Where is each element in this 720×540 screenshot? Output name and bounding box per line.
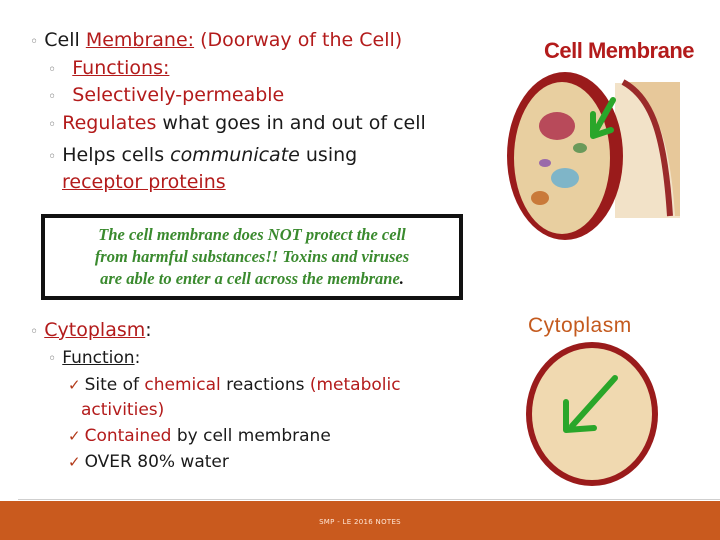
cell-membrane-illustration — [505, 68, 680, 240]
helps-rest: using — [299, 144, 358, 166]
checkmark-bullet-icon: ✓ — [68, 427, 81, 445]
selectively-permeable-text: Selectively-permeable — [72, 84, 285, 106]
membrane-title-key: Membrane: — [85, 29, 195, 51]
cell-inner — [514, 82, 610, 234]
warning-text — [52, 224, 452, 290]
regulates-rest: what goes in and out of cell — [156, 112, 426, 134]
warning-line-3-end: . — [399, 269, 404, 288]
cytoplasm-item-3 — [68, 450, 229, 474]
regulates-line — [48, 111, 426, 137]
checkmark-bullet-icon: ✓ — [68, 376, 81, 394]
bullet: ◦ — [30, 34, 39, 50]
organelle — [573, 143, 587, 153]
item-1-mid: reactions — [220, 375, 310, 395]
helps-line — [48, 143, 357, 169]
cytoplasm-function-colon: : — [134, 348, 141, 368]
bullet: ◦ — [48, 62, 57, 78]
cytoplasm-image-label: Cytoplasm — [528, 314, 632, 337]
cytoplasm-title: Cytoplasm — [44, 319, 146, 341]
checkmark-bullet-icon: ✓ — [68, 453, 81, 471]
cell-membrane-image-label: Cell Membrane — [544, 38, 694, 63]
functions-label: Functions: — [72, 57, 170, 79]
cytoplasm-title-line — [30, 318, 152, 344]
cytoplasm-colon: : — [145, 319, 152, 341]
membrane-title-prefix: Cell — [44, 29, 86, 51]
item-1-prefix: Site of — [84, 375, 145, 395]
helps-prefix: Helps cells — [62, 144, 171, 166]
cytoplasm-function-label: Function — [62, 348, 135, 368]
bullet: ◦ — [48, 351, 57, 367]
organelle — [551, 168, 579, 188]
cytoplasm-item-1-continued: activities) — [81, 400, 165, 420]
cytoplasm-fill — [532, 348, 652, 480]
receptor-proteins-text: receptor proteins — [62, 171, 226, 193]
warning-line-1: The cell membrane does NOT protect the cell — [98, 225, 406, 244]
cytoplasm-function-line — [48, 346, 140, 371]
cytoplasm-item-1 — [68, 373, 401, 397]
item-2-rest: by cell membrane — [171, 426, 331, 446]
warning-line-3-text: are able to enter a cell across the membrane — [100, 269, 400, 288]
warning-line-3 — [52, 268, 452, 290]
organelle — [539, 159, 551, 167]
item-2-key: Contained — [84, 426, 172, 446]
item-1-key: chemical — [144, 375, 221, 395]
item-3-text: OVER 80% water — [84, 452, 229, 472]
footer-divider — [18, 499, 720, 500]
membrane-title-rest: (Doorway of the Cell) — [194, 29, 403, 51]
organelle — [531, 191, 549, 205]
bullet: ◦ — [48, 117, 57, 133]
regulates-key: Regulates — [62, 112, 157, 134]
nucleus — [539, 112, 575, 140]
cytoplasm-illustration — [520, 340, 670, 490]
bullet: ◦ — [48, 89, 57, 105]
bullet: ◦ — [48, 149, 57, 165]
footer-text: SMP - LE 2016 NOTES — [319, 518, 401, 526]
warning-line-2: from harmful substances!! Toxins and viruses — [94, 247, 410, 266]
cytoplasm-item-2 — [68, 424, 331, 448]
item-1-key2: (metabolic — [309, 375, 401, 395]
functions-line — [48, 56, 169, 82]
helps-key: communicate — [170, 144, 300, 166]
bullet: ◦ — [30, 324, 39, 340]
warning-box — [41, 214, 463, 300]
membrane-title-line — [30, 28, 402, 54]
selectively-line — [48, 83, 284, 109]
